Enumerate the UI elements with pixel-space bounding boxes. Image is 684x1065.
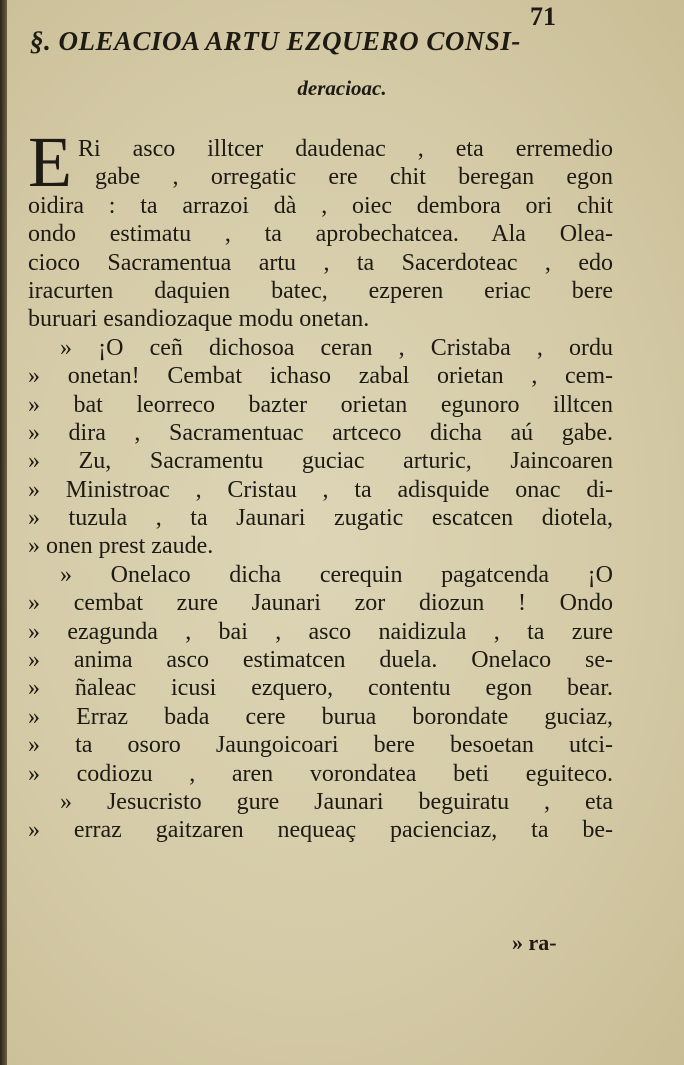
text-line: » ezagunda , bai , asco naidizula , ta zure (28, 618, 613, 645)
text-line: » ñaleac icusi ezquero, contentu egon bear. (28, 675, 613, 702)
section-subheading: deracioac. (297, 76, 387, 100)
text-line: cioco Sacramentua artu , ta Sacerdoteac , edo (28, 249, 613, 276)
text-line: » Erraz bada cere burua borondate guciaz, (28, 703, 613, 730)
text-line: » Onelaco dicha cerequin pagatcenda ¡O (60, 561, 613, 588)
text-line: » cembat zure Jaunari zor diozun ! Ondo (28, 590, 613, 617)
page-number: 71 (530, 2, 556, 31)
text-line: buruari esandiozaque modu onetan. (28, 306, 370, 333)
text-line: » Ministroac , Cristau , ta adisquide onac di- (28, 476, 613, 503)
text-line: » onetan! Cembat ichaso zabal orietan , cem- (28, 363, 613, 390)
text-line: » Zu, Sacramentu guciac arturic, Jaincoaren (28, 448, 613, 475)
text-line: gabe , orregatic ere chit beregan egon (95, 164, 613, 191)
text-line: iracurten daquien batec, ezperen eriac bere (28, 277, 613, 304)
page-binding-edge (0, 0, 7, 1065)
section-heading: §. OLEACIOA ARTU EZQUERO CONSI- (30, 26, 521, 56)
text-line: » erraz gaitzaren nequeaç pacienciaz, ta be- (28, 817, 613, 844)
text-line: » codiozu , aren vorondatea beti eguiteco. (28, 760, 613, 787)
text-line: » dira , Sacramentuac artceco dicha aú gabe. (28, 419, 613, 446)
text-line: Ri asco illtcer daudenac , eta erremedio (78, 136, 613, 162)
text-line: » ¡O ceñ dichosoa ceran , Cristaba , ordu (60, 334, 613, 361)
text-line: oidira : ta arrazoi dà , oiec dembora ori chit (28, 192, 613, 219)
text-line: » onen prest zaude. (28, 533, 214, 560)
drop-cap: E (28, 122, 72, 202)
text-line: » Jesucristo gure Jaunari beguiratu , eta (60, 788, 613, 815)
text-line: » anima asco estimatcen duela. Onelaco se- (28, 647, 613, 674)
text-line: » tuzula , ta Jaunari zugatic escatcen diotela, (28, 505, 613, 532)
text-line: » bat leorreco bazter orietan egunoro illtcen (28, 391, 613, 418)
text-line: » ta osoro Jaungoicoari bere besoetan utci- (28, 732, 613, 759)
text-line: ondo estimatu , ta aprobechatcea. Ala Olea- (28, 221, 613, 248)
body-text (28, 135, 613, 845)
catchword: » ra- (512, 930, 557, 955)
